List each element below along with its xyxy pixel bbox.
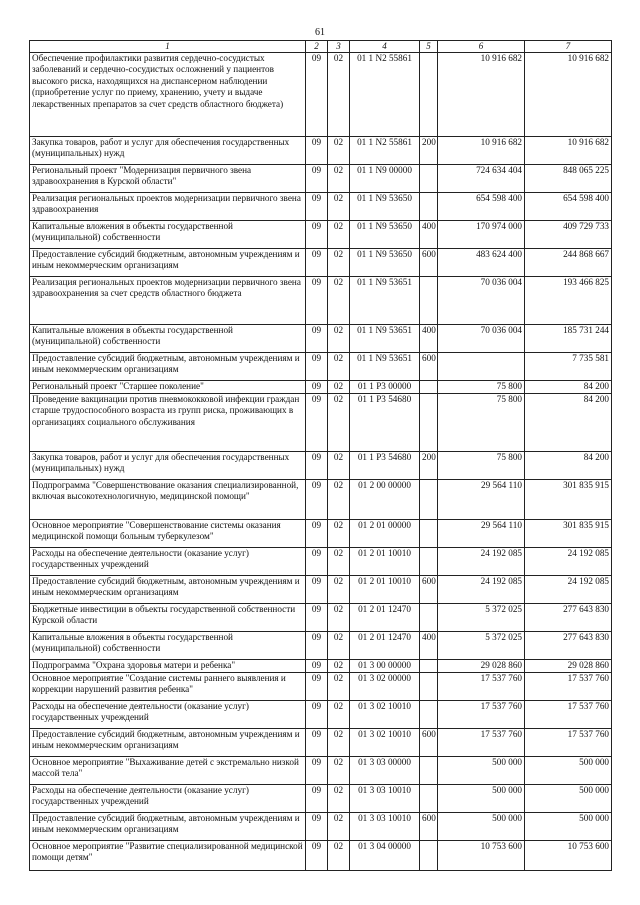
cell-target-article: 01 3 03 10010 — [350, 813, 420, 841]
cell-name: Капитальные вложения в объекты государственной (муниципальной) собственности — [30, 221, 306, 249]
cell-subsection: 02 — [328, 381, 350, 394]
cell-section: 09 — [306, 841, 328, 871]
table-row — [30, 221, 612, 249]
cell-subsection: 02 — [328, 701, 350, 729]
cell-amount-year-2: 848 065 225 — [525, 165, 612, 193]
cell-expense-type — [420, 785, 438, 813]
table-row — [30, 548, 612, 576]
cell-subsection: 02 — [328, 193, 350, 221]
cell-expense-type — [420, 548, 438, 576]
table-row — [30, 757, 612, 785]
table-row — [30, 53, 612, 137]
cell-target-article: 01 2 01 12470 — [350, 632, 420, 660]
table-row — [30, 813, 612, 841]
cell-amount-year-2: 84 200 — [525, 394, 612, 452]
cell-expense-type: 600 — [420, 576, 438, 604]
cell-name: Капитальные вложения в объекты государственной (муниципальной) собственности — [30, 632, 306, 660]
cell-section: 09 — [306, 452, 328, 480]
cell-target-article: 01 3 03 10010 — [350, 785, 420, 813]
cell-name: Расходы на обеспечение деятельности (оказание услуг) государственных учреждений — [30, 548, 306, 576]
cell-subsection: 02 — [328, 353, 350, 381]
cell-expense-type — [420, 757, 438, 785]
cell-subsection: 02 — [328, 452, 350, 480]
page-number: 61 — [315, 27, 325, 38]
cell-name: Предоставление субсидий бюджетным, автономным учреждениям и иным некоммерческим организациям — [30, 249, 306, 277]
cell-amount-year-2: 277 643 830 — [525, 632, 612, 660]
cell-target-article: 01 1 N9 00000 — [350, 165, 420, 193]
cell-name: Расходы на обеспечение деятельности (оказание услуг) государственных учреждений — [30, 701, 306, 729]
cell-subsection: 02 — [328, 576, 350, 604]
cell-amount-year-2: 24 192 085 — [525, 548, 612, 576]
cell-name: Основное мероприятие "Создание системы раннего выявления и коррекции нарушений развития ребенка" — [30, 673, 306, 701]
cell-target-article: 01 1 P3 00000 — [350, 381, 420, 394]
cell-name: Закупка товаров, работ и услуг для обеспечения государственных (муниципальных) нужд — [30, 452, 306, 480]
cell-section: 09 — [306, 353, 328, 381]
cell-amount-year-2: 17 537 760 — [525, 673, 612, 701]
cell-amount-year-2: 301 835 915 — [525, 480, 612, 520]
cell-subsection: 02 — [328, 480, 350, 520]
cell-amount-year-2: 7 735 581 — [525, 353, 612, 381]
cell-amount-year-1: 500 000 — [438, 785, 525, 813]
table-row — [30, 353, 612, 381]
table-row — [30, 381, 612, 394]
column-number-row — [30, 41, 612, 53]
cell-name: Подпрограмма "Совершенствование оказания специализированной, включая высокотехнологичную, медицинской помощи" — [30, 480, 306, 520]
table-row — [30, 701, 612, 729]
cell-amount-year-2: 500 000 — [525, 813, 612, 841]
cell-amount-year-1: 24 192 085 — [438, 548, 525, 576]
cell-amount-year-2: 10 916 682 — [525, 137, 612, 165]
cell-amount-year-1: 5 372 025 — [438, 632, 525, 660]
cell-expense-type — [420, 660, 438, 673]
cell-amount-year-2: 17 537 760 — [525, 729, 612, 757]
cell-section: 09 — [306, 757, 328, 785]
cell-amount-year-1: 654 598 400 — [438, 193, 525, 221]
table-row — [30, 193, 612, 221]
cell-amount-year-2: 277 643 830 — [525, 604, 612, 632]
cell-subsection: 02 — [328, 757, 350, 785]
cell-name: Региональный проект "Старшее поколение" — [30, 381, 306, 394]
cell-expense-type: 200 — [420, 137, 438, 165]
cell-amount-year-1: 70 036 004 — [438, 325, 525, 353]
col-header-4: 4 — [350, 41, 420, 53]
cell-expense-type: 200 — [420, 452, 438, 480]
table-row — [30, 452, 612, 480]
budget-table — [29, 40, 612, 871]
cell-amount-year-1: 75 800 — [438, 394, 525, 452]
cell-expense-type: 400 — [420, 221, 438, 249]
cell-section: 09 — [306, 381, 328, 394]
cell-amount-year-1: 70 036 004 — [438, 277, 525, 325]
cell-amount-year-2: 10 753 600 — [525, 841, 612, 871]
cell-target-article: 01 2 00 00000 — [350, 480, 420, 520]
cell-expense-type: 600 — [420, 813, 438, 841]
table-row — [30, 520, 612, 548]
col-header-6: 6 — [438, 41, 525, 53]
cell-subsection: 02 — [328, 53, 350, 137]
table-row — [30, 480, 612, 520]
cell-expense-type — [420, 480, 438, 520]
cell-expense-type — [420, 701, 438, 729]
table-row — [30, 729, 612, 757]
cell-amount-year-1: 17 537 760 — [438, 701, 525, 729]
cell-name: Подпрограмма "Охрана здоровья матери и ребенка" — [30, 660, 306, 673]
cell-expense-type: 600 — [420, 249, 438, 277]
cell-name: Предоставление субсидий бюджетным, автономным учреждениям и иным некоммерческим организациям — [30, 353, 306, 381]
cell-section: 09 — [306, 729, 328, 757]
cell-amount-year-1: 17 537 760 — [438, 729, 525, 757]
cell-amount-year-2: 301 835 915 — [525, 520, 612, 548]
cell-target-article: 01 3 02 10010 — [350, 729, 420, 757]
cell-subsection: 02 — [328, 520, 350, 548]
cell-section: 09 — [306, 660, 328, 673]
cell-amount-year-1: 500 000 — [438, 757, 525, 785]
table-row — [30, 137, 612, 165]
cell-target-article: 01 2 01 12470 — [350, 604, 420, 632]
cell-name: Расходы на обеспечение деятельности (оказание услуг) государственных учреждений — [30, 785, 306, 813]
cell-section: 09 — [306, 576, 328, 604]
cell-target-article: 01 3 00 00000 — [350, 660, 420, 673]
cell-section: 09 — [306, 221, 328, 249]
cell-amount-year-1: 170 974 000 — [438, 221, 525, 249]
cell-amount-year-1: 724 634 404 — [438, 165, 525, 193]
cell-target-article: 01 2 01 10010 — [350, 576, 420, 604]
col-header-7: 7 — [525, 41, 612, 53]
col-header-2: 2 — [306, 41, 328, 53]
cell-target-article: 01 1 P3 54680 — [350, 452, 420, 480]
cell-name: Реализация региональных проектов модернизации первичного звена здравоохранения — [30, 193, 306, 221]
cell-amount-year-1: 5 372 025 — [438, 604, 525, 632]
cell-section: 09 — [306, 673, 328, 701]
cell-amount-year-1: 10 916 682 — [438, 53, 525, 137]
cell-expense-type — [420, 53, 438, 137]
cell-subsection: 02 — [328, 277, 350, 325]
cell-section: 09 — [306, 785, 328, 813]
cell-target-article: 01 1 N2 55861 — [350, 137, 420, 165]
cell-amount-year-2: 29 028 860 — [525, 660, 612, 673]
table-row — [30, 632, 612, 660]
cell-name: Бюджетные инвестиции в объекты государственной собственности Курской области — [30, 604, 306, 632]
cell-subsection: 02 — [328, 325, 350, 353]
cell-expense-type — [420, 841, 438, 871]
cell-target-article: 01 1 P3 54680 — [350, 394, 420, 452]
cell-amount-year-1: 75 800 — [438, 452, 525, 480]
cell-target-article: 01 3 03 00000 — [350, 757, 420, 785]
cell-amount-year-1: 29 028 860 — [438, 660, 525, 673]
table-row — [30, 604, 612, 632]
cell-amount-year-1: 500 000 — [438, 813, 525, 841]
cell-target-article: 01 1 N9 53651 — [350, 353, 420, 381]
cell-name: Региональный проект "Модернизация первичного звена здравоохранения в Курской области" — [30, 165, 306, 193]
table-row — [30, 785, 612, 813]
col-header-1: 1 — [30, 41, 306, 53]
cell-expense-type — [420, 673, 438, 701]
cell-section: 09 — [306, 394, 328, 452]
cell-subsection: 02 — [328, 729, 350, 757]
cell-name: Капитальные вложения в объекты государственной (муниципальной) собственности — [30, 325, 306, 353]
cell-section: 09 — [306, 165, 328, 193]
cell-target-article: 01 3 04 00000 — [350, 841, 420, 871]
cell-subsection: 02 — [328, 249, 350, 277]
table-row — [30, 249, 612, 277]
cell-section: 09 — [306, 325, 328, 353]
cell-target-article: 01 1 N9 53651 — [350, 325, 420, 353]
cell-expense-type: 400 — [420, 632, 438, 660]
cell-name: Предоставление субсидий бюджетным, автономным учреждениям и иным некоммерческим организациям — [30, 576, 306, 604]
cell-section: 09 — [306, 520, 328, 548]
cell-section: 09 — [306, 632, 328, 660]
cell-expense-type — [420, 520, 438, 548]
cell-name: Основное мероприятие "Совершенствование системы оказания медицинской помощи больным туберкулезом" — [30, 520, 306, 548]
cell-target-article: 01 1 N9 53650 — [350, 249, 420, 277]
table-row — [30, 576, 612, 604]
cell-name: Реализация региональных проектов модернизации первичного звена здравоохранения за счет средств областного бюджета — [30, 277, 306, 325]
cell-subsection: 02 — [328, 632, 350, 660]
cell-amount-year-2: 244 868 667 — [525, 249, 612, 277]
cell-amount-year-1: 75 800 — [438, 381, 525, 394]
table-row — [30, 277, 612, 325]
cell-target-article: 01 1 N9 53650 — [350, 221, 420, 249]
cell-subsection: 02 — [328, 165, 350, 193]
cell-expense-type: 600 — [420, 729, 438, 757]
cell-amount-year-2: 500 000 — [525, 757, 612, 785]
table-row — [30, 394, 612, 452]
col-header-5: 5 — [420, 41, 438, 53]
cell-amount-year-1: 10 916 682 — [438, 137, 525, 165]
cell-section: 09 — [306, 277, 328, 325]
cell-section: 09 — [306, 480, 328, 520]
cell-name: Основное мероприятие "Развитие специализированной медицинской помощи детям" — [30, 841, 306, 871]
cell-amount-year-2: 84 200 — [525, 452, 612, 480]
cell-section: 09 — [306, 701, 328, 729]
cell-subsection: 02 — [328, 841, 350, 871]
cell-expense-type — [420, 165, 438, 193]
cell-target-article: 01 3 02 10010 — [350, 701, 420, 729]
cell-amount-year-2: 185 731 244 — [525, 325, 612, 353]
cell-amount-year-2: 84 200 — [525, 381, 612, 394]
table-row — [30, 673, 612, 701]
cell-amount-year-1: 24 192 085 — [438, 576, 525, 604]
cell-target-article: 01 1 N2 55861 — [350, 53, 420, 137]
cell-amount-year-2: 409 729 733 — [525, 221, 612, 249]
cell-subsection: 02 — [328, 673, 350, 701]
cell-subsection: 02 — [328, 221, 350, 249]
cell-subsection: 02 — [328, 137, 350, 165]
cell-target-article: 01 2 01 10010 — [350, 548, 420, 576]
cell-amount-year-1 — [438, 353, 525, 381]
table-row — [30, 660, 612, 673]
table-row — [30, 325, 612, 353]
cell-expense-type: 600 — [420, 353, 438, 381]
cell-subsection: 02 — [328, 604, 350, 632]
cell-section: 09 — [306, 249, 328, 277]
cell-section: 09 — [306, 548, 328, 576]
cell-section: 09 — [306, 137, 328, 165]
cell-expense-type — [420, 604, 438, 632]
cell-target-article: 01 2 01 00000 — [350, 520, 420, 548]
cell-expense-type — [420, 394, 438, 452]
cell-amount-year-2: 193 466 825 — [525, 277, 612, 325]
cell-target-article: 01 1 N9 53651 — [350, 277, 420, 325]
cell-subsection: 02 — [328, 785, 350, 813]
cell-target-article: 01 1 N9 53650 — [350, 193, 420, 221]
cell-amount-year-2: 500 000 — [525, 785, 612, 813]
cell-section: 09 — [306, 604, 328, 632]
cell-section: 09 — [306, 193, 328, 221]
cell-expense-type — [420, 277, 438, 325]
table-body — [30, 53, 612, 871]
cell-subsection: 02 — [328, 660, 350, 673]
cell-expense-type — [420, 193, 438, 221]
cell-target-article: 01 3 02 00000 — [350, 673, 420, 701]
cell-section: 09 — [306, 53, 328, 137]
cell-amount-year-1: 29 564 110 — [438, 480, 525, 520]
cell-subsection: 02 — [328, 813, 350, 841]
cell-section: 09 — [306, 813, 328, 841]
cell-amount-year-2: 654 598 400 — [525, 193, 612, 221]
cell-expense-type: 400 — [420, 325, 438, 353]
cell-name: Проведение вакцинации против пневмококковой инфекции граждан старше трудоспособного возраста из групп риска, проживающих в организациях социального обслуживания — [30, 394, 306, 452]
cell-amount-year-1: 10 753 600 — [438, 841, 525, 871]
cell-amount-year-1: 483 624 400 — [438, 249, 525, 277]
cell-name: Закупка товаров, работ и услуг для обеспечения государственных (муниципальных) нужд — [30, 137, 306, 165]
cell-amount-year-1: 17 537 760 — [438, 673, 525, 701]
col-header-3: 3 — [328, 41, 350, 53]
cell-amount-year-2: 24 192 085 — [525, 576, 612, 604]
table-row — [30, 841, 612, 871]
cell-name: Предоставление субсидий бюджетным, автономным учреждениям и иным некоммерческим организациям — [30, 729, 306, 757]
cell-expense-type — [420, 381, 438, 394]
cell-amount-year-1: 29 564 110 — [438, 520, 525, 548]
cell-subsection: 02 — [328, 394, 350, 452]
cell-subsection: 02 — [328, 548, 350, 576]
cell-name: Обеспечение профилактики развития сердечно-сосудистых заболеваний и сердечно-сосудистых осложнений у пациентов высокого риска, находящихся на диспансерном наблюдении (приобретение услуг по приему, хранению, учету и выдаче лекарственных препаратов за счет средств областного бюджета) — [30, 53, 306, 137]
cell-name: Основное мероприятие "Выхаживание детей с экстремально низкой массой тела" — [30, 757, 306, 785]
cell-amount-year-2: 17 537 760 — [525, 701, 612, 729]
cell-name: Предоставление субсидий бюджетным, автономным учреждениям и иным некоммерческим организациям — [30, 813, 306, 841]
table-row — [30, 165, 612, 193]
cell-amount-year-2: 10 916 682 — [525, 53, 612, 137]
